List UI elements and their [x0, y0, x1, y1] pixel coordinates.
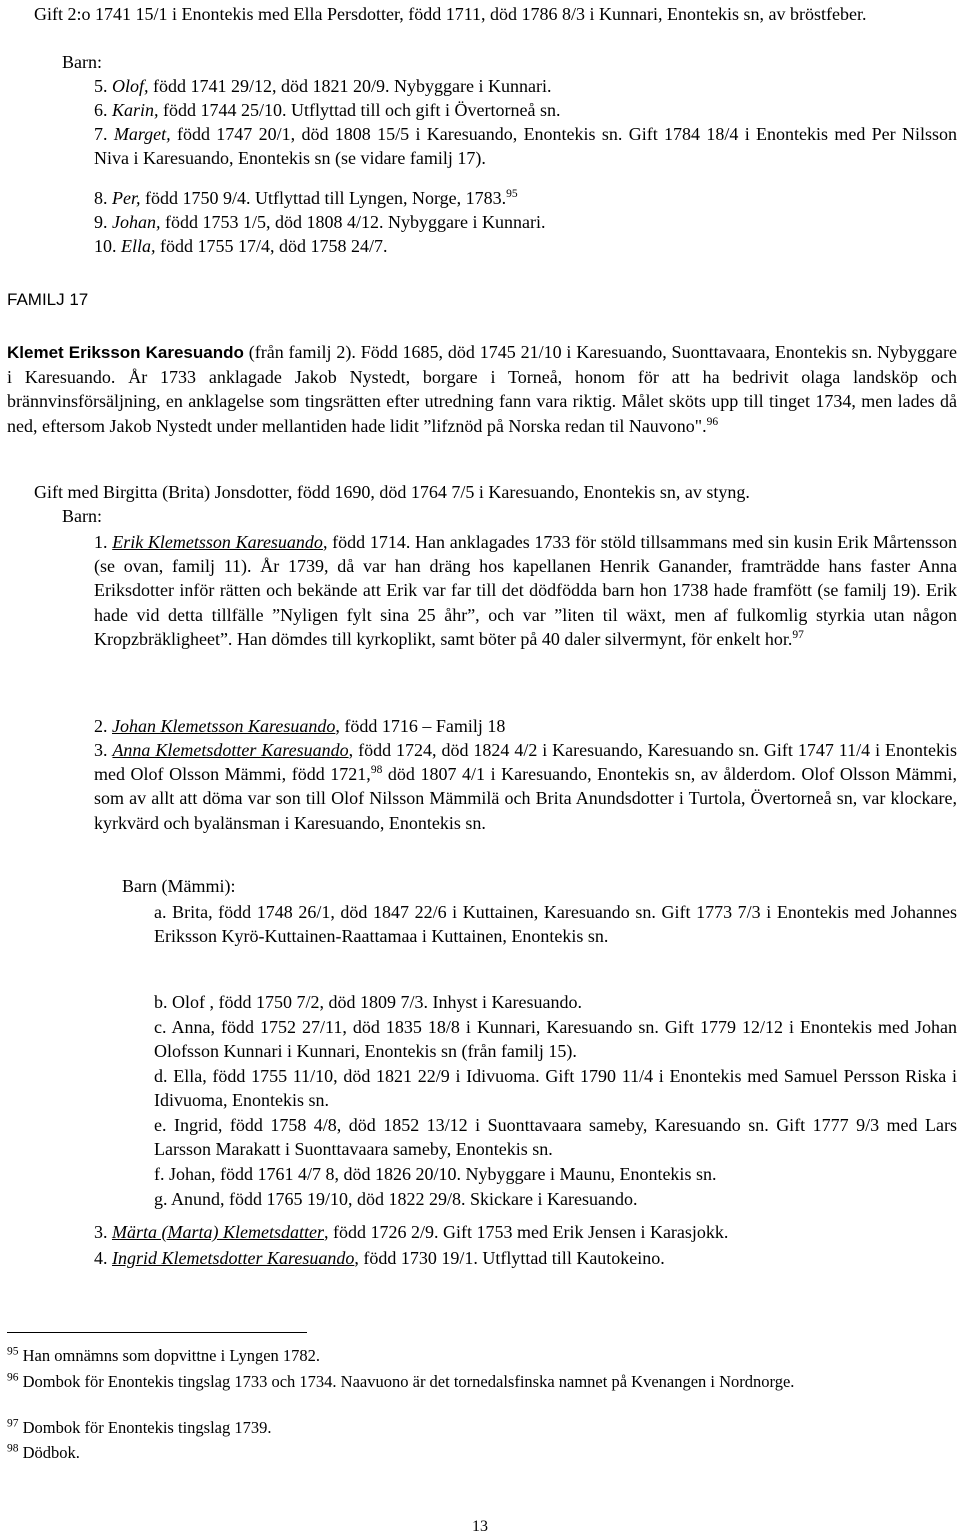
child-name: Anna Klemetsdotter Karesuando — [112, 740, 349, 760]
item-number: 7. — [94, 124, 108, 144]
item-number: 3. — [94, 740, 108, 760]
footnote-number: 96 — [7, 1371, 19, 1384]
list-item: d. Ella, född 1755 11/10, död 1821 22/9 i Idivuoma. Gift 1790 11/4 i Enontekis med Samuel Persson Riska i Idivuoma, Enontekis sn. — [154, 1066, 957, 1111]
list-item — [94, 234, 957, 258]
item-number: 6. — [94, 100, 108, 120]
list-item — [94, 1220, 957, 1244]
head-text: Född 1685, död 1745 21/10 i Karesuando, Suonttavaara, Enontekis sn. Nybyggare i Karesuando. År 1733 anklagade Jakob Nystedt, borgare i Torneå, honom för att ha bedrivit olaga landsköp och brännvinsförsäljning, en anklagelse som tingsrätten efter utredning fann vara riktig. Målet sköts upp till tinget 1734, men lades då ned, eftersom Jakob Nystedt under mellantiden hade lidit ”lifznöd på Norska redan til Nauvono". — [7, 342, 958, 436]
children-label: Barn: — [62, 52, 102, 72]
footnote-ref: 95 — [506, 188, 518, 200]
child-details: född 1750 9/4. Utflyttad till Lyngen, Norge, 1783. — [145, 188, 507, 208]
child-details: född 1747 20/1, död 1808 15/5 i Karesuando, Enontekis sn. Gift 1784 18/4 i Enontekis med Per Nilsson Niva i Karesuando, Enontekis sn (se vidare familj 17). — [94, 124, 957, 169]
child-details: född 1741 29/12, död 1821 20/9. Nybyggare i Kunnari. — [153, 76, 552, 96]
child-name: Olof, — [112, 76, 149, 96]
footnote-text: Dombok för Enontekis tingslag 1733 och 1734. Naavuono är det tornedalsfinska namnet på Kvenangen i Nordnorge. — [22, 1372, 795, 1391]
child-details: , född 1730 19/1. Utflyttad till Kautokeino. — [354, 1248, 665, 1268]
marriage-paragraph: Gift med Birgitta (Brita) Jonsdotter, född 1690, död 1764 7/5 i Karesuando, Enontekis sn, av styng. — [34, 482, 750, 502]
child-name: Per, — [112, 188, 141, 208]
list-item — [94, 122, 957, 170]
child-details: , född 1726 2/9. Gift 1753 med Erik Jensen i Karasjokk. — [323, 1222, 729, 1242]
child-name: Ingrid Klemetsdotter Karesuando — [112, 1248, 355, 1268]
item-number: 1. — [94, 532, 108, 552]
list-item — [94, 714, 957, 738]
child-details: född 1755 17/4, död 1758 24/7. — [160, 236, 388, 256]
child-name: Erik Klemetsson Karesuando — [112, 532, 323, 552]
item-number: 4. — [94, 1248, 108, 1268]
footnote-ref: 97 — [792, 628, 804, 641]
family-head-paragraph — [7, 340, 957, 438]
item-number: 10. — [94, 236, 117, 256]
child-name: Johan Klemetsson Karesuando — [112, 716, 336, 736]
list-item — [94, 210, 957, 234]
children-label: Barn: — [62, 506, 102, 526]
child-name: Marget, — [113, 124, 171, 144]
list-item: b. Olof , född 1750 7/2, död 1809 7/3. Inhyst i Karesuando. — [154, 992, 582, 1012]
list-item: c. Anna, född 1752 27/11, död 1835 18/8 i Kunnari, Karesuando sn. Gift 1779 12/12 i Enontekis med Johan Olofsson Kunnari i Kunnari, Enontekis sn (från familj 15). — [154, 1017, 957, 1062]
list-item: f. Johan, född 1761 4/7 8, död 1826 20/10. Nybyggare i Maunu, Enontekis sn. — [154, 1164, 717, 1184]
child-details-cont: död 1807 4/1 i Karesuando, Enontekis sn, av ålderdom. Olof Olsson Mämmi, som av allt att döma var son till Olof Nilsson Mämmilä och Brita Anundsdotter i Turtola, Övertorneå sn, var klockare, kyrkvärd och byalänsman i Karesuando, Enontekis sn. — [94, 764, 957, 833]
item-number: 2. — [94, 716, 108, 736]
list-item — [94, 74, 957, 98]
item-number: 9. — [94, 212, 108, 232]
list-item — [94, 98, 957, 122]
child-name: Ella, — [121, 236, 156, 256]
item-number: 3. — [94, 1222, 108, 1242]
footnote-number: 97 — [7, 1417, 19, 1430]
child-details: född 1744 25/10. Utflyttad till och gift i Övertorneå sn. — [163, 100, 561, 120]
footnote — [7, 1370, 957, 1393]
list-item — [94, 186, 957, 210]
child-details: , född 1714. Han anklagades 1733 för stöld tillsammans med sin kusin Erik Mårtensson (se ovan, familj 11). År 1739, då var han dräng hos kapellanen Henrik Ganander, framträdde hans faster Anna Eriksdotter inför rätten och bekände att Erik var far till det dödfödda barn hon 1738 hade framfött (se familj 19). Erik hade vid detta tillfälle ”Nyligen fylt sina 25 åhr”, och var ”liten til wäxt, men af fulkomlig styrkia utan någon Kropzbräkligheet”. Han dömdes till kyrkoplikt, samt böter på 40 daler silvermynt, för enkelt hor. — [94, 532, 957, 649]
list-item: e. Ingrid, född 1758 4/8, död 1852 13/12 i Suonttavaara sameby, Karesuando sn. Gift 1777 9/3 med Lars Larsson Marakatt i Suonttavaara sameby, Enontekis sn. — [154, 1115, 957, 1160]
list-item — [94, 530, 957, 651]
gift-text: Gift 2:o 1741 15/1 i Enontekis med Ella Persdotter, född 1711, död 1786 8/3 i Kunnari, Enontekis sn, av bröstfeber. — [34, 4, 867, 24]
footnote-number: 98 — [7, 1442, 19, 1455]
child-details: född 1753 1/5, död 1808 4/12. Nybyggare i Kunnari. — [165, 212, 546, 232]
footnote-divider — [7, 1332, 307, 1333]
item-number: 8. — [94, 188, 108, 208]
footnote-text: Dombok för Enontekis tingslag 1739. — [22, 1418, 272, 1437]
footnote — [7, 1344, 957, 1367]
family-heading: FAMILJ 17 — [7, 290, 89, 309]
footnote-number: 95 — [7, 1345, 19, 1358]
child-name: Märta (Marta) Klemetsdatter — [112, 1222, 324, 1242]
list-item — [94, 738, 957, 835]
item-number: 5. — [94, 76, 108, 96]
child-details: , född 1724, död 1824 4/2 i Karesuando, Karesuando sn. Gift 1747 11/4 i Enontekis med Olof Olsson Mämmi, född 1721, — [94, 740, 957, 785]
head-name: Klemet Eriksson Karesuando — [7, 343, 244, 362]
child-details: , född 1716 – Familj 18 — [335, 716, 506, 736]
footnote — [7, 1441, 957, 1464]
footnote-text: Han omnämns som dopvittne i Lyngen 1782. — [22, 1346, 321, 1365]
child-name: Johan, — [112, 212, 161, 232]
gift-paragraph — [7, 2, 957, 26]
head-origin: (från familj 2). — [248, 342, 356, 362]
list-item: g. Anund, född 1765 19/10, död 1822 29/8. Skickare i Karesuando. — [154, 1189, 638, 1209]
footnote-ref: 96 — [706, 415, 719, 428]
grandchildren-label: Barn (Mämmi): — [122, 876, 236, 896]
footnote-ref: 98 — [370, 764, 383, 777]
page-number: 13 — [472, 1518, 488, 1535]
footnote-text: Dödbok. — [22, 1443, 80, 1462]
list-item: a. Brita, född 1748 26/1, död 1847 22/6 i Kuttainen, Karesuando sn. Gift 1773 7/3 i Enontekis med Johannes Eriksson Kyrö-Kuttainen-Raattamaa i Kuttainen, Enontekis sn. — [154, 902, 957, 947]
child-name: Karin, — [112, 100, 159, 120]
footnote — [7, 1416, 957, 1439]
list-item — [94, 1246, 957, 1270]
